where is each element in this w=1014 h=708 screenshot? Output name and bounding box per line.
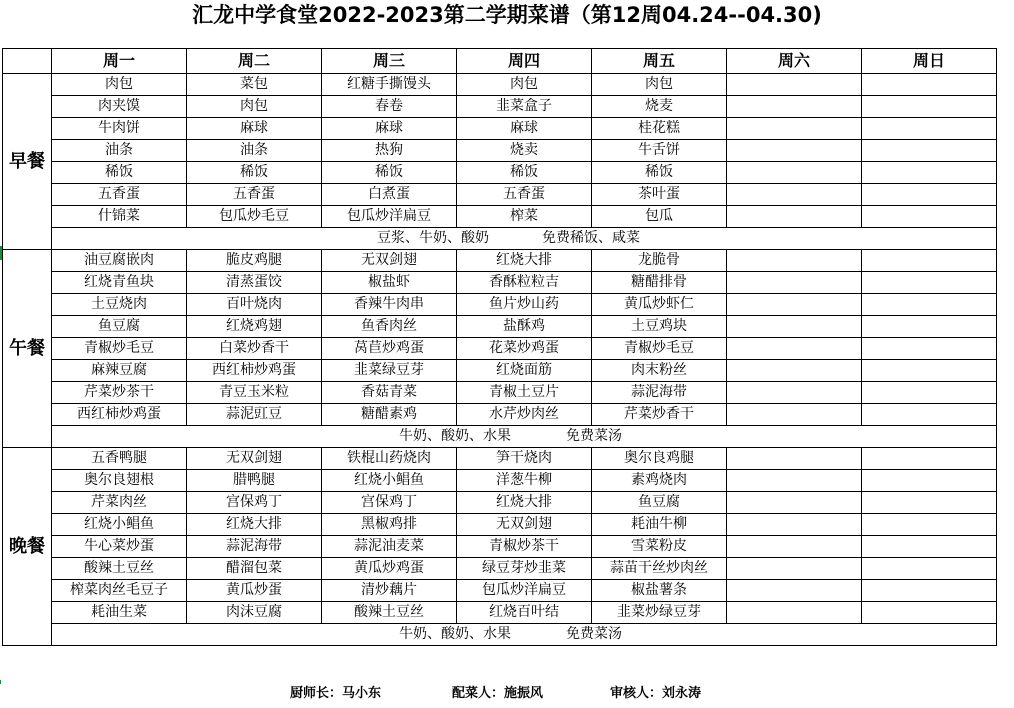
dish-cell[interactable]: 酸辣土豆丝 xyxy=(52,558,187,580)
dish-cell[interactable] xyxy=(727,74,862,96)
corner-cell xyxy=(3,49,52,74)
dish-cell[interactable]: 烧卖 xyxy=(457,140,592,162)
note-drinks: 牛奶、酸奶、水果 xyxy=(399,428,511,444)
dish-cell[interactable] xyxy=(727,470,862,492)
dish-cell[interactable]: 黄瓜炒蛋 xyxy=(187,580,322,602)
dish-cell[interactable]: 牛肉饼 xyxy=(52,118,187,140)
dish-cell[interactable] xyxy=(862,316,997,338)
dish-cell[interactable]: 红烧小鲳鱼 xyxy=(322,470,457,492)
menu-row xyxy=(3,74,997,96)
dish-cell[interactable]: 芹菜炒茶干 xyxy=(52,382,187,404)
dish-cell[interactable]: 香菇青菜 xyxy=(322,382,457,404)
dish-cell[interactable]: 五香蛋 xyxy=(52,184,187,206)
dish-cell[interactable]: 麻球 xyxy=(457,118,592,140)
note-free: 免费菜汤 xyxy=(566,626,622,642)
dish-cell[interactable]: 龙脆骨 xyxy=(592,250,727,272)
dish-cell[interactable] xyxy=(727,492,862,514)
dish-cell[interactable]: 醋溜包菜 xyxy=(187,558,322,580)
menu-row xyxy=(3,602,997,624)
note-row xyxy=(3,228,997,250)
dish-cell[interactable]: 春卷 xyxy=(322,96,457,118)
dish-cell[interactable] xyxy=(727,448,862,470)
dish-cell[interactable] xyxy=(862,514,997,536)
dish-cell[interactable]: 肉包 xyxy=(457,74,592,96)
day-header[interactable]: 周五 xyxy=(592,49,727,74)
dish-cell[interactable]: 无双剑翅 xyxy=(457,514,592,536)
dish-cell[interactable]: 鱼豆腐 xyxy=(592,492,727,514)
dish-cell[interactable]: 青豆玉米粒 xyxy=(187,382,322,404)
note-cell[interactable] xyxy=(52,228,997,250)
menu-row xyxy=(3,404,997,426)
dish-cell[interactable]: 无双剑翅 xyxy=(187,448,322,470)
dish-cell[interactable]: 牛心菜炒蛋 xyxy=(52,536,187,558)
dish-cell[interactable]: 芹菜炒香干 xyxy=(592,404,727,426)
dish-cell[interactable] xyxy=(862,470,997,492)
menu-row xyxy=(3,338,997,360)
dish-cell[interactable] xyxy=(727,250,862,272)
dish-cell[interactable] xyxy=(727,316,862,338)
dish-cell[interactable] xyxy=(862,96,997,118)
menu-row xyxy=(3,96,997,118)
dish-cell[interactable]: 西红柿炒鸡蛋 xyxy=(52,404,187,426)
dish-cell[interactable]: 鱼豆腐 xyxy=(52,316,187,338)
meal-label[interactable]: 晚餐 xyxy=(3,448,52,646)
dish-cell[interactable]: 青椒炒毛豆 xyxy=(592,338,727,360)
dish-cell[interactable]: 肉包 xyxy=(52,74,187,96)
dish-cell[interactable]: 肉夹馍 xyxy=(52,96,187,118)
dish-cell[interactable]: 黑椒鸡排 xyxy=(322,514,457,536)
dish-cell[interactable]: 包瓜炒洋扁豆 xyxy=(457,580,592,602)
dish-cell[interactable] xyxy=(862,580,997,602)
note-cell[interactable] xyxy=(52,426,997,448)
dish-cell[interactable] xyxy=(862,184,997,206)
dish-cell[interactable] xyxy=(862,272,997,294)
day-header[interactable]: 周二 xyxy=(187,49,322,74)
dish-cell[interactable] xyxy=(862,250,997,272)
menu-row xyxy=(3,140,997,162)
header-row xyxy=(3,49,997,74)
dish-cell[interactable]: 绿豆芽炒韭菜 xyxy=(457,558,592,580)
day-header[interactable]: 周一 xyxy=(52,49,187,74)
dish-cell[interactable]: 肉沫豆腐 xyxy=(187,602,322,624)
dish-cell[interactable]: 蒜泥海带 xyxy=(187,536,322,558)
dish-cell[interactable]: 烧麦 xyxy=(592,96,727,118)
note-drinks: 豆浆、牛奶、酸奶 xyxy=(377,230,489,246)
note-drinks: 牛奶、酸奶、水果 xyxy=(399,626,511,642)
dish-cell[interactable] xyxy=(727,294,862,316)
dish-cell[interactable]: 土豆烧肉 xyxy=(52,294,187,316)
dish-cell[interactable]: 红烧面筋 xyxy=(457,360,592,382)
meal-label[interactable]: 早餐 xyxy=(3,74,52,250)
dish-cell[interactable]: 奥尔良翅根 xyxy=(52,470,187,492)
note-cell[interactable] xyxy=(52,624,997,646)
menu-body xyxy=(3,74,997,646)
dish-cell[interactable]: 肉包 xyxy=(187,96,322,118)
dish-cell[interactable] xyxy=(727,602,862,624)
dish-cell[interactable]: 素鸡烧肉 xyxy=(592,470,727,492)
dish-cell[interactable]: 白煮蛋 xyxy=(322,184,457,206)
dish-cell[interactable] xyxy=(727,360,862,382)
dish-cell[interactable] xyxy=(727,96,862,118)
dish-cell[interactable]: 清蒸蛋饺 xyxy=(187,272,322,294)
dish-cell[interactable]: 什锦菜 xyxy=(52,206,187,228)
dish-cell[interactable]: 韭菜炒绿豆芽 xyxy=(592,602,727,624)
dish-cell[interactable]: 红烧大排 xyxy=(457,250,592,272)
dish-cell[interactable] xyxy=(862,206,997,228)
dish-cell[interactable] xyxy=(727,338,862,360)
dish-cell[interactable]: 西红柿炒鸡蛋 xyxy=(187,360,322,382)
dish-cell[interactable]: 蒜泥油麦菜 xyxy=(322,536,457,558)
dish-cell[interactable]: 酸辣土豆丝 xyxy=(322,602,457,624)
dish-cell[interactable] xyxy=(727,162,862,184)
menu-row xyxy=(3,536,997,558)
dish-cell[interactable]: 油条 xyxy=(187,140,322,162)
dish-cell[interactable]: 麻球 xyxy=(322,118,457,140)
dish-cell[interactable] xyxy=(727,184,862,206)
menu-row xyxy=(3,118,997,140)
menu-row xyxy=(3,492,997,514)
dish-cell[interactable]: 青椒土豆片 xyxy=(457,382,592,404)
dish-cell[interactable] xyxy=(727,580,862,602)
dish-cell[interactable]: 肉包 xyxy=(592,74,727,96)
dish-cell[interactable]: 香酥粒粒吉 xyxy=(457,272,592,294)
menu-row xyxy=(3,184,997,206)
menu-row xyxy=(3,272,997,294)
dish-cell[interactable]: 笋干烧肉 xyxy=(457,448,592,470)
dish-cell[interactable] xyxy=(862,448,997,470)
dish-cell[interactable]: 稀饭 xyxy=(52,162,187,184)
dish-cell[interactable]: 莴苣炒鸡蛋 xyxy=(322,338,457,360)
day-header[interactable]: 周六 xyxy=(727,49,862,74)
signature-footer xyxy=(0,684,1014,704)
dish-cell[interactable]: 热狗 xyxy=(322,140,457,162)
dish-cell[interactable]: 黄瓜炒鸡蛋 xyxy=(322,558,457,580)
dish-cell[interactable]: 青椒炒茶干 xyxy=(457,536,592,558)
dish-cell[interactable]: 油条 xyxy=(52,140,187,162)
page-title: 汇龙中学食堂2022-2023第二学期菜谱（第12周04.24--04.30) xyxy=(192,3,822,27)
dish-cell[interactable]: 稀饭 xyxy=(187,162,322,184)
dish-cell[interactable] xyxy=(727,404,862,426)
dish-cell[interactable] xyxy=(862,74,997,96)
dish-cell[interactable]: 青椒炒毛豆 xyxy=(52,338,187,360)
dish-cell[interactable]: 包瓜 xyxy=(592,206,727,228)
dish-cell[interactable]: 五香鸭腿 xyxy=(52,448,187,470)
dish-cell[interactable] xyxy=(727,382,862,404)
dish-cell[interactable] xyxy=(862,162,997,184)
dish-cell[interactable]: 宫保鸡丁 xyxy=(322,492,457,514)
dish-cell[interactable] xyxy=(862,382,997,404)
dish-cell[interactable]: 茶叶蛋 xyxy=(592,184,727,206)
meal-label[interactable]: 午餐 xyxy=(3,250,52,448)
dish-cell[interactable]: 椒盐虾 xyxy=(322,272,457,294)
dish-cell[interactable]: 耗油生菜 xyxy=(52,602,187,624)
day-header[interactable]: 周日 xyxy=(862,49,997,74)
dish-cell[interactable]: 五香蛋 xyxy=(457,184,592,206)
menu-row xyxy=(3,316,997,338)
menu-row xyxy=(3,294,997,316)
dish-cell[interactable]: 土豆鸡块 xyxy=(592,316,727,338)
dish-cell[interactable]: 百叶烧肉 xyxy=(187,294,322,316)
dish-cell[interactable]: 榨菜肉丝毛豆子 xyxy=(52,580,187,602)
note-free: 免费菜汤 xyxy=(566,428,622,444)
dish-cell[interactable]: 红烧小鲳鱼 xyxy=(52,514,187,536)
dish-cell[interactable]: 蒜泥豇豆 xyxy=(187,404,322,426)
dish-cell[interactable]: 耗油牛柳 xyxy=(592,514,727,536)
dish-cell[interactable]: 奥尔良鸡腿 xyxy=(592,448,727,470)
dish-cell[interactable]: 香辣牛肉串 xyxy=(322,294,457,316)
dish-cell[interactable] xyxy=(727,514,862,536)
dish-cell[interactable] xyxy=(727,536,862,558)
dish-cell[interactable]: 五香蛋 xyxy=(187,184,322,206)
dish-cell[interactable]: 麻球 xyxy=(187,118,322,140)
day-header[interactable]: 周四 xyxy=(457,49,592,74)
dish-cell[interactable] xyxy=(862,294,997,316)
dish-cell[interactable]: 花菜炒鸡蛋 xyxy=(457,338,592,360)
dish-cell[interactable]: 麻辣豆腐 xyxy=(52,360,187,382)
menu-row xyxy=(3,514,997,536)
dish-cell[interactable]: 鱼片炒山药 xyxy=(457,294,592,316)
dish-cell[interactable] xyxy=(727,272,862,294)
dish-cell[interactable]: 宫保鸡丁 xyxy=(187,492,322,514)
dish-cell[interactable] xyxy=(727,206,862,228)
dish-cell[interactable]: 油豆腐嵌肉 xyxy=(52,250,187,272)
dish-cell[interactable]: 脆皮鸡腿 xyxy=(187,250,322,272)
dish-cell[interactable]: 鱼香肉丝 xyxy=(322,316,457,338)
dish-cell[interactable]: 稀饭 xyxy=(592,162,727,184)
dish-cell[interactable]: 红烧百叶结 xyxy=(457,602,592,624)
reviewer-label: 审核人：刘永涛 xyxy=(610,686,702,701)
dish-cell[interactable]: 雪菜粉皮 xyxy=(592,536,727,558)
dish-cell[interactable] xyxy=(862,536,997,558)
dish-cell[interactable]: 红烧大排 xyxy=(187,514,322,536)
note-row xyxy=(3,624,997,646)
dish-cell[interactable]: 白菜炒香干 xyxy=(187,338,322,360)
chef-label: 厨师长：马小东 xyxy=(290,686,382,701)
dish-cell[interactable] xyxy=(727,140,862,162)
dish-cell[interactable] xyxy=(862,118,997,140)
dish-cell[interactable]: 菜包 xyxy=(187,74,322,96)
dish-cell[interactable] xyxy=(727,118,862,140)
dish-cell[interactable]: 包瓜炒毛豆 xyxy=(187,206,322,228)
menu-row xyxy=(3,162,997,184)
dish-cell[interactable]: 红烧鸡翅 xyxy=(187,316,322,338)
dish-cell[interactable]: 红糖手撕馒头 xyxy=(322,74,457,96)
menu-table xyxy=(2,48,997,646)
menu-row xyxy=(3,360,997,382)
dish-cell[interactable]: 糖醋素鸡 xyxy=(322,404,457,426)
day-header[interactable]: 周三 xyxy=(322,49,457,74)
dish-cell[interactable]: 洋葱牛柳 xyxy=(457,470,592,492)
dish-cell[interactable]: 黄瓜炒虾仁 xyxy=(592,294,727,316)
dish-cell[interactable]: 稀饭 xyxy=(457,162,592,184)
dish-cell[interactable]: 韭菜盒子 xyxy=(457,96,592,118)
dish-cell[interactable]: 韭菜绿豆芽 xyxy=(322,360,457,382)
dish-cell[interactable]: 芹菜肉丝 xyxy=(52,492,187,514)
dish-cell[interactable] xyxy=(862,602,997,624)
dish-cell[interactable]: 无双剑翅 xyxy=(322,250,457,272)
dish-cell[interactable] xyxy=(862,360,997,382)
dish-cell[interactable] xyxy=(862,404,997,426)
dish-cell[interactable]: 盐酥鸡 xyxy=(457,316,592,338)
dish-cell[interactable]: 蒜苗干丝炒肉丝 xyxy=(592,558,727,580)
menu-row xyxy=(3,206,997,228)
dish-cell[interactable]: 水芹炒肉丝 xyxy=(457,404,592,426)
dish-cell[interactable]: 糖醋排骨 xyxy=(592,272,727,294)
dish-cell[interactable] xyxy=(862,492,997,514)
note-free: 免费稀饭、咸菜 xyxy=(542,230,640,246)
dish-cell[interactable]: 稀饭 xyxy=(322,162,457,184)
dish-cell[interactable]: 牛舌饼 xyxy=(592,140,727,162)
dish-cell[interactable]: 红烧大排 xyxy=(457,492,592,514)
menu-row xyxy=(3,580,997,602)
dish-cell[interactable]: 榨菜 xyxy=(457,206,592,228)
menu-row xyxy=(3,250,997,272)
menu-row xyxy=(3,470,997,492)
menu-maker-label: 配菜人：施振风 xyxy=(452,686,544,701)
dish-cell[interactable]: 红烧青鱼块 xyxy=(52,272,187,294)
dish-cell[interactable] xyxy=(862,558,997,580)
dish-cell[interactable]: 椒盐薯条 xyxy=(592,580,727,602)
dish-cell[interactable] xyxy=(862,338,997,360)
dish-cell[interactable]: 清炒藕片 xyxy=(322,580,457,602)
dish-cell[interactable] xyxy=(727,558,862,580)
dish-cell[interactable]: 桂花糕 xyxy=(592,118,727,140)
dish-cell[interactable]: 包瓜炒洋扁豆 xyxy=(322,206,457,228)
dish-cell[interactable] xyxy=(862,140,997,162)
note-row xyxy=(3,426,997,448)
menu-row xyxy=(3,448,997,470)
dish-cell[interactable]: 腊鸭腿 xyxy=(187,470,322,492)
menu-row xyxy=(3,382,997,404)
menu-row xyxy=(3,558,997,580)
dish-cell[interactable]: 肉末粉丝 xyxy=(592,360,727,382)
dish-cell[interactable]: 铁棍山药烧肉 xyxy=(322,448,457,470)
dish-cell[interactable]: 蒜泥海带 xyxy=(592,382,727,404)
